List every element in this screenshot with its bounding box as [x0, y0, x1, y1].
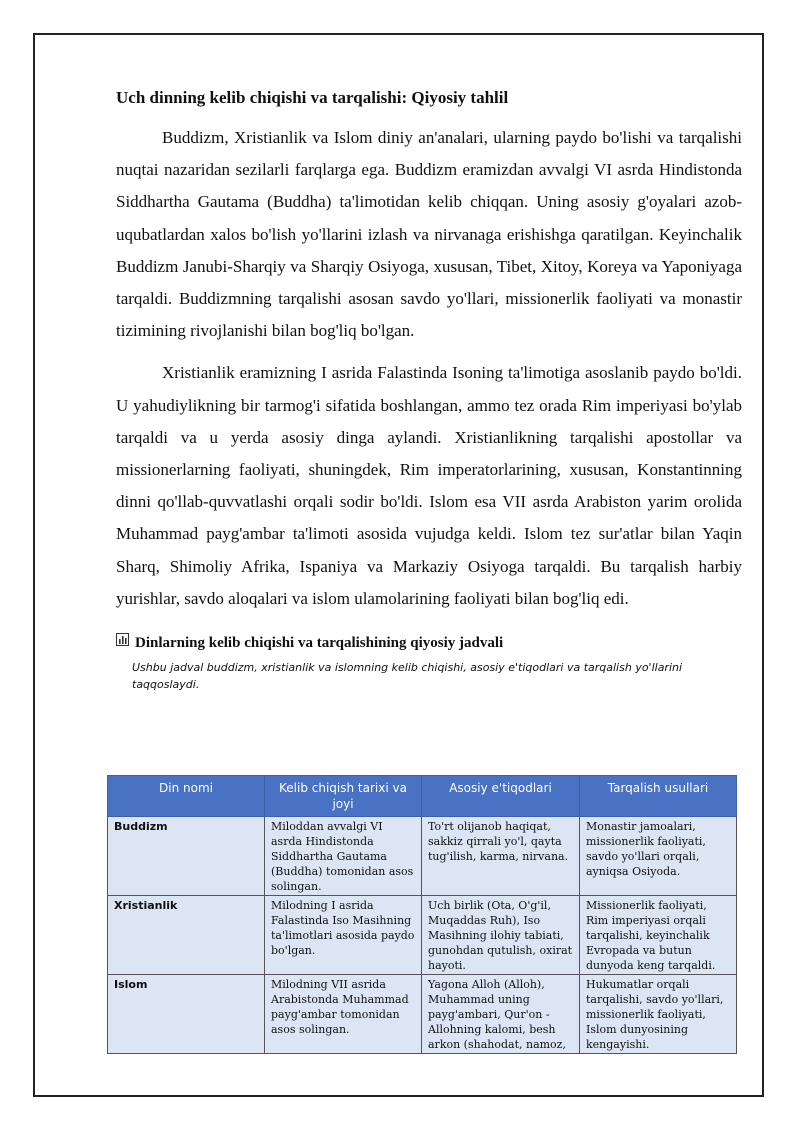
table-row: [108, 975, 737, 1054]
column-header: Kelib chiqish tarixi va joyi: [265, 776, 422, 817]
religion-name-cell: Islom: [108, 975, 265, 1054]
paragraph-1: Buddizm, Xristianlik va Islom diniy an'analari, ularning paydo bo'lishi va tarqalishi nuqtai nazaridan sezilarli farqlarga ega. Buddizm eramizdan avvalgi VI asrda Hindistonda Siddhartha Gautama (Buddha) ta'limotidan kelib chiqqan. Uning asosiy g'oyalari azob-uqubatlardan xalos bo'lish yo'llarini izlash va nirvanaga erishishga qaratilgan. Keyinchalik Buddizm Janubi-Sharqiy va Sharqiy Osiyoga, xususan, Tibet, Xitoy, Koreya va Yaponiyaga tarqaldi. Buddizmning tarqalishi asosan savdo yo'llari, missionerlik faoliyati va monastir tizimining rivojlanishi bilan bog'liq bo'lgan.: [116, 128, 742, 341]
table-heading-text: Dinlarning kelib chiqishi va tarqalishining qiyosiy jadvali: [135, 635, 504, 652]
bar-chart-icon: [116, 633, 129, 653]
beliefs-cell: Yagona Alloh (Alloh), Muhammad uning payg'ambari, Qur'on - Allohning kalomi, besh arkon (shahodat, namoz,: [422, 975, 580, 1054]
column-header: Din nomi: [108, 776, 265, 817]
table-heading: [116, 633, 742, 653]
origin-cell: Milodning I asrida Falastinda Iso Masihning ta'limotlari asosida paydo bo'lgan.: [265, 896, 422, 975]
spread-cell: Monastir jamoalari, missionerlik faoliyati, savdo yo'llari orqali, ayniqsa Osiyoda.: [580, 817, 737, 896]
column-header: Tarqalish usullari: [580, 776, 737, 817]
table-row: [108, 896, 737, 975]
column-header: Asosiy e'tiqodlari: [422, 776, 580, 817]
spread-cell: Missionerlik faoliyati, Rim imperiyasi orqali tarqalishi, keyinchalik Evropada va butun dunyoda keng tarqaldi.: [580, 896, 737, 975]
document-body: [116, 86, 742, 693]
table-row: [108, 817, 737, 896]
table-header-row: [108, 776, 737, 817]
comparison-table: [107, 775, 737, 1054]
origin-cell: Milodning VII asrida Arabistonda Muhammad payg'ambar tomonidan asos solingan.: [265, 975, 422, 1054]
document-title: Uch dinning kelib chiqishi va tarqalishi: Qiyosiy tahlil: [116, 88, 509, 107]
paragraph-2: Xristianlik eramizning I asrida Falastinda Isoning ta'limotiga asoslanib paydo bo'ldi. U yahudiylikning bir tarmog'i sifatida boshlangan, ammo tez orada Rim imperiyasi bo'ylab tarqaldi va u yerda asosiy dinga aylandi. Xristianlikning tarqalishi apostollar va missionerlarning faoliyati, shuningdek, Rim imperatorlarining, xususan, Konstantinning dinni qo'llab-quvvatlashi orqali sodir bo'ldi. Islom esa VII asrda Arabiston yarim orolida Muhammad payg'ambar ta'limoti asosida vujudga keldi. Islom tez sur'atlar bilan Yaqin Sharq, Shimoliy Afrika, Ispaniya va Markaziy Osiyoga tarqaldi. Bu tarqalish harbiy yurishlar, savdo aloqalari va islom ulamolarining faoliyati bilan bog'liq edi.: [116, 363, 742, 608]
beliefs-cell: To'rt olijanob haqiqat, sakkiz qirrali yo'l, qayta tug'ilish, karma, nirvana.: [422, 817, 580, 896]
religion-name-cell: Xristianlik: [108, 896, 265, 975]
origin-cell: Miloddan avvalgi VI asrda Hindistonda Siddhartha Gautama (Buddha) tomonidan asos solingan.: [265, 817, 422, 896]
spread-cell: Hukumatlar orqali tarqalishi, savdo yo'llari, missionerlik faoliyati, Islom dunyosining kengayishi.: [580, 975, 737, 1054]
religion-name-cell: Buddizm: [108, 817, 265, 896]
table-description: Ushbu jadval buddizm, xristianlik va islomning kelib chiqishi, asosiy e'tiqodlari va tarqalish yo'llarini taqqoslaydi.: [132, 661, 683, 692]
beliefs-cell: Uch birlik (Ota, O'g'il, Muqaddas Ruh), Iso Masihning ilohiy tabiati, gunohdan qutulish, oxirat hayoti.: [422, 896, 580, 975]
